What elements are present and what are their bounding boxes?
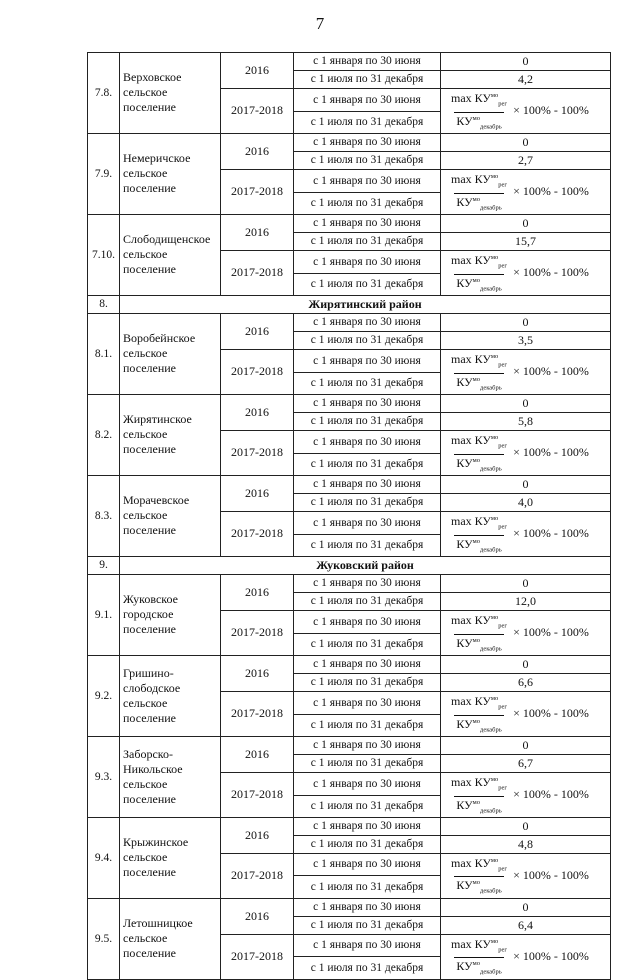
settlement-name-line: слободское — [123, 680, 181, 695]
settlement-name-line: сельское — [123, 508, 168, 523]
formula-fraction — [449, 431, 509, 475]
row-number: 8.3. — [88, 475, 120, 556]
settlement-name-line: поселение — [123, 262, 177, 277]
year-cell: 2017-2018 — [221, 350, 294, 395]
formula-denominator-sup: мо — [472, 960, 481, 968]
row-number: 9.1. — [88, 575, 120, 656]
formula-cell — [441, 935, 611, 980]
row-number: 8.2. — [88, 394, 120, 475]
formula-fraction — [449, 773, 509, 817]
formula-denominator-sup: мо — [472, 276, 481, 284]
settlement-name-line: сельское — [123, 776, 168, 791]
period-cell: с 1 января по 30 июня — [294, 475, 441, 493]
formula-denominator-sup: мо — [472, 537, 481, 545]
settlement-name — [120, 133, 221, 214]
formula-denominator-sup: мо — [472, 879, 481, 887]
formula-denominator — [454, 112, 503, 133]
period-cell: с 1 июля по 31 декабря — [294, 152, 441, 170]
formula-fraction — [449, 692, 509, 736]
settlement-name — [120, 314, 221, 395]
table-row — [88, 214, 611, 232]
formula — [441, 611, 610, 655]
formula — [441, 251, 610, 295]
formula-denominator-text: КУ — [456, 635, 473, 650]
period-cell: с 1 июля по 31 декабря — [294, 674, 441, 692]
period-cell: с 1 июля по 31 декабря — [294, 372, 441, 394]
formula-numerator — [449, 89, 509, 111]
formula-denominator-sub: декабрь — [480, 284, 502, 292]
formula-numerator-text: max КУ — [451, 775, 491, 790]
formula-numerator-sup: мо — [490, 776, 499, 784]
period-cell: с 1 июля по 31 декабря — [294, 876, 441, 898]
period-cell: с 1 января по 30 июня — [294, 655, 441, 673]
settlement-name-line: Крыжинское — [123, 835, 189, 850]
period-cell: с 1 июля по 31 декабря — [294, 795, 441, 817]
settlement-name-line: поселение — [123, 946, 177, 961]
formula-numerator-text: max КУ — [451, 856, 491, 871]
formula-tail: × 100% - 100% — [513, 625, 589, 640]
formula-denominator-text: КУ — [456, 959, 473, 974]
formula-fraction — [449, 512, 509, 556]
formula-numerator — [449, 170, 509, 192]
period-cell: с 1 июля по 31 декабря — [294, 836, 441, 854]
settlement-name-line: Воробейнское — [123, 331, 196, 346]
period-cell: с 1 января по 30 июня — [294, 394, 441, 412]
settlement-name-line: поселение — [123, 100, 177, 115]
period-cell: с 1 июля по 31 декабря — [294, 453, 441, 475]
formula-denominator-sup: мо — [472, 375, 481, 383]
district-row — [88, 295, 611, 313]
formula-denominator — [454, 876, 503, 897]
value-cell: 0 — [441, 53, 611, 71]
settlement-name-line: поселение — [123, 523, 177, 538]
value-cell: 0 — [441, 655, 611, 673]
settlement-name-line: сельское — [123, 850, 168, 865]
formula-numerator-sup: мо — [490, 254, 499, 262]
row-number: 9.5. — [88, 898, 120, 979]
formula — [441, 935, 610, 979]
formula-tail: × 100% - 100% — [513, 265, 589, 280]
year-cell: 2017-2018 — [221, 170, 294, 215]
period-cell: с 1 января по 30 июня — [294, 611, 441, 633]
settlement-name — [120, 655, 221, 736]
formula — [441, 89, 610, 133]
value-cell: 0 — [441, 575, 611, 593]
formula — [441, 512, 610, 556]
formula-denominator-sub: декабрь — [480, 968, 502, 976]
formula-cell — [441, 170, 611, 215]
year-cell: 2016 — [221, 314, 294, 350]
period-cell: с 1 января по 30 июня — [294, 512, 441, 534]
period-cell: с 1 января по 30 июня — [294, 314, 441, 332]
formula — [441, 692, 610, 736]
formula-numerator-text: max КУ — [451, 172, 491, 187]
year-cell: 2016 — [221, 214, 294, 250]
value-cell: 4,2 — [441, 71, 611, 89]
formula-cell — [441, 512, 611, 557]
formula-denominator-text: КУ — [456, 716, 473, 731]
formula-tail: × 100% - 100% — [513, 868, 589, 883]
tariff-table — [87, 52, 611, 980]
value-cell: 15,7 — [441, 233, 611, 251]
formula — [441, 773, 610, 817]
value-cell: 0 — [441, 394, 611, 412]
formula-tail: × 100% - 100% — [513, 184, 589, 199]
row-number: 9.3. — [88, 736, 120, 817]
formula-tail: × 100% - 100% — [513, 706, 589, 721]
row-number: 9.2. — [88, 655, 120, 736]
settlement-name-line: Заборско- — [123, 746, 173, 761]
formula-tail: × 100% - 100% — [513, 949, 589, 964]
formula-denominator — [454, 454, 503, 475]
formula-denominator-sub: декабрь — [480, 383, 502, 391]
formula-numerator — [449, 692, 509, 714]
settlement-name-line: городское — [123, 607, 174, 622]
year-cell: 2017-2018 — [221, 431, 294, 476]
period-cell: с 1 января по 30 июня — [294, 773, 441, 795]
formula-denominator-text: КУ — [456, 275, 473, 290]
period-cell: с 1 июля по 31 декабря — [294, 111, 441, 133]
period-cell: с 1 июля по 31 декабря — [294, 916, 441, 934]
value-cell: 5,8 — [441, 413, 611, 431]
period-cell: с 1 января по 30 июня — [294, 935, 441, 957]
formula-denominator — [454, 373, 503, 394]
formula-tail: × 100% - 100% — [513, 526, 589, 541]
period-cell: с 1 июля по 31 декабря — [294, 957, 441, 979]
period-cell: с 1 июля по 31 декабря — [294, 71, 441, 89]
year-cell: 2016 — [221, 898, 294, 934]
value-cell: 12,0 — [441, 593, 611, 611]
period-cell: с 1 января по 30 июня — [294, 854, 441, 876]
value-cell: 4,0 — [441, 494, 611, 512]
formula-denominator-text: КУ — [456, 536, 473, 551]
formula-numerator — [449, 251, 509, 273]
formula-numerator — [449, 512, 509, 534]
settlement-name — [120, 475, 221, 556]
value-cell: 6,6 — [441, 674, 611, 692]
settlement-name-line: Верховское — [123, 70, 182, 85]
period-cell: с 1 января по 30 июня — [294, 431, 441, 453]
value-cell: 6,4 — [441, 916, 611, 934]
year-cell: 2016 — [221, 475, 294, 511]
settlement-name-line: сельское — [123, 166, 168, 181]
settlement-name — [120, 898, 221, 979]
formula-numerator-sub: рег — [498, 946, 508, 954]
settlement-name-line: сельское — [123, 427, 168, 442]
formula-numerator-sup: мо — [490, 353, 499, 361]
period-cell: с 1 июля по 31 декабря — [294, 593, 441, 611]
formula-numerator-sub: рег — [498, 181, 508, 189]
formula-denominator — [454, 796, 503, 817]
formula-numerator-sup: мо — [490, 857, 499, 865]
period-cell: с 1 июля по 31 декабря — [294, 233, 441, 251]
formula-numerator-text: max КУ — [451, 433, 491, 448]
formula-fraction — [449, 170, 509, 214]
value-cell: 2,7 — [441, 152, 611, 170]
period-cell: с 1 января по 30 июня — [294, 89, 441, 111]
formula-fraction — [449, 350, 509, 394]
value-cell: 0 — [441, 214, 611, 232]
formula-denominator-sub: декабрь — [480, 644, 502, 652]
settlement-name-line: Гришино- — [123, 665, 174, 680]
settlement-name — [120, 736, 221, 817]
settlement-name-line: поселение — [123, 791, 177, 806]
table-row — [88, 575, 611, 593]
settlement-name-line: Летошницкое — [123, 916, 193, 931]
formula-numerator-text: max КУ — [451, 694, 491, 709]
period-cell: с 1 января по 30 июня — [294, 898, 441, 916]
formula-denominator-text: КУ — [456, 797, 473, 812]
period-cell: с 1 января по 30 июня — [294, 350, 441, 372]
period-cell: с 1 января по 30 июня — [294, 133, 441, 151]
district-title: Жирятинский район — [120, 295, 611, 313]
settlement-name-line: Никольское — [123, 761, 183, 776]
period-cell: с 1 июля по 31 декабря — [294, 534, 441, 556]
formula — [441, 350, 610, 394]
formula-denominator — [454, 634, 503, 655]
formula-numerator-sup: мо — [490, 695, 499, 703]
page-number: 7 — [315, 14, 325, 33]
formula-numerator-sup: мо — [490, 92, 499, 100]
formula-numerator-sub: рег — [498, 361, 508, 369]
period-cell: с 1 июля по 31 декабря — [294, 273, 441, 295]
formula-denominator — [454, 715, 503, 736]
formula-denominator-text: КУ — [456, 374, 473, 389]
table-row — [88, 736, 611, 754]
formula-fraction — [449, 251, 509, 295]
value-cell: 0 — [441, 817, 611, 835]
formula-fraction — [449, 935, 509, 979]
year-cell: 2017-2018 — [221, 854, 294, 899]
year-cell: 2017-2018 — [221, 935, 294, 980]
formula-cell — [441, 692, 611, 737]
value-cell: 0 — [441, 133, 611, 151]
settlement-name-line: сельское — [123, 247, 168, 262]
table-row — [88, 655, 611, 673]
period-cell: с 1 января по 30 июня — [294, 817, 441, 835]
formula-denominator-sub: декабрь — [480, 806, 502, 814]
formula-tail: × 100% - 100% — [513, 364, 589, 379]
formula-numerator-sub: рег — [498, 262, 508, 270]
settlement-name-line: поселение — [123, 865, 177, 880]
formula-denominator-sub: декабрь — [480, 887, 502, 895]
formula-denominator-sup: мо — [472, 456, 481, 464]
formula-denominator — [454, 957, 503, 978]
year-cell: 2016 — [221, 736, 294, 772]
formula-denominator-sup: мо — [472, 798, 481, 806]
period-cell: с 1 июля по 31 декабря — [294, 755, 441, 773]
settlement-name-line: Морачевское — [123, 493, 190, 508]
row-number: 7.10. — [88, 214, 120, 295]
formula-denominator-sup: мо — [472, 636, 481, 644]
row-number: 7.8. — [88, 53, 120, 134]
formula-numerator — [449, 431, 509, 453]
period-cell: с 1 июля по 31 декабря — [294, 413, 441, 431]
settlement-name — [120, 214, 221, 295]
value-cell: 3,5 — [441, 332, 611, 350]
settlement-name — [120, 394, 221, 475]
table-row — [88, 314, 611, 332]
formula-numerator-text: max КУ — [451, 613, 491, 628]
period-cell: с 1 июля по 31 декабря — [294, 192, 441, 214]
formula-denominator-text: КУ — [456, 455, 473, 470]
row-number: 8.1. — [88, 314, 120, 395]
formula-tail: × 100% - 100% — [513, 445, 589, 460]
period-cell: с 1 января по 30 июня — [294, 692, 441, 714]
formula-denominator-sub: декабрь — [480, 122, 502, 130]
period-cell: с 1 января по 30 июня — [294, 575, 441, 593]
settlement-name-line: поселение — [123, 181, 177, 196]
settlement-name-line: сельское — [123, 695, 168, 710]
formula-numerator — [449, 854, 509, 876]
formula-cell — [441, 431, 611, 476]
settlement-name-line: Немеричское — [123, 151, 191, 166]
formula-denominator-text: КУ — [456, 878, 473, 893]
year-cell: 2016 — [221, 394, 294, 430]
table-row — [88, 53, 611, 71]
formula-tail: × 100% - 100% — [513, 103, 589, 118]
year-cell: 2017-2018 — [221, 89, 294, 134]
formula-denominator-text: КУ — [456, 113, 473, 128]
year-cell: 2017-2018 — [221, 512, 294, 557]
year-cell: 2017-2018 — [221, 611, 294, 656]
formula-numerator-sub: рег — [498, 703, 508, 711]
formula-numerator-sup: мо — [490, 515, 499, 523]
settlement-name — [120, 817, 221, 898]
formula — [441, 854, 610, 898]
settlement-name-line: Жуковское — [123, 592, 179, 607]
period-cell: с 1 января по 30 июня — [294, 736, 441, 754]
formula-denominator — [454, 535, 503, 556]
table-row — [88, 133, 611, 151]
formula-numerator-sub: рег — [498, 100, 508, 108]
value-cell: 0 — [441, 475, 611, 493]
formula-numerator-sub: рег — [498, 865, 508, 873]
year-cell: 2017-2018 — [221, 251, 294, 296]
period-cell: с 1 июля по 31 декабря — [294, 633, 441, 655]
formula — [441, 170, 610, 214]
year-cell: 2016 — [221, 817, 294, 853]
value-cell: 6,7 — [441, 755, 611, 773]
formula — [441, 431, 610, 475]
year-cell: 2016 — [221, 53, 294, 89]
settlement-name-line: Жирятинское — [123, 412, 192, 427]
formula-numerator-sup: мо — [490, 938, 499, 946]
formula-numerator — [449, 611, 509, 633]
period-cell: с 1 января по 30 июня — [294, 170, 441, 192]
formula-fraction — [449, 89, 509, 133]
formula-cell — [441, 350, 611, 395]
formula-numerator-text: max КУ — [451, 253, 491, 268]
district-number: 8. — [88, 295, 120, 313]
formula-numerator — [449, 350, 509, 372]
value-cell: 0 — [441, 898, 611, 916]
formula-numerator-sup: мо — [490, 434, 499, 442]
year-cell: 2016 — [221, 575, 294, 611]
formula-tail: × 100% - 100% — [513, 787, 589, 802]
formula-numerator-sup: мо — [490, 173, 499, 181]
formula-numerator-sub: рег — [498, 784, 508, 792]
formula-denominator-sub: декабрь — [480, 464, 502, 472]
value-cell: 0 — [441, 314, 611, 332]
period-cell: с 1 июля по 31 декабря — [294, 332, 441, 350]
formula-denominator-sup: мо — [472, 195, 481, 203]
formula-cell — [441, 251, 611, 296]
formula-cell — [441, 611, 611, 656]
formula-numerator-sup: мо — [490, 614, 499, 622]
formula-denominator-text: КУ — [456, 194, 473, 209]
formula-cell — [441, 854, 611, 899]
tariff-table-body — [88, 53, 611, 980]
formula-numerator-sub: рег — [498, 622, 508, 630]
formula-fraction — [449, 611, 509, 655]
year-cell: 2017-2018 — [221, 692, 294, 737]
settlement-name-line: поселение — [123, 622, 177, 637]
settlement-name — [120, 53, 221, 134]
row-number: 7.9. — [88, 133, 120, 214]
formula-denominator-sub: декабрь — [480, 725, 502, 733]
formula-numerator — [449, 935, 509, 957]
formula-numerator — [449, 773, 509, 795]
formula-numerator-text: max КУ — [451, 352, 491, 367]
year-cell: 2017-2018 — [221, 773, 294, 818]
settlement-name-line: Слободищенское — [123, 232, 211, 247]
settlement-name-line: сельское — [123, 85, 168, 100]
value-cell: 4,8 — [441, 836, 611, 854]
settlement-name-line: сельское — [123, 931, 168, 946]
settlement-name-line: поселение — [123, 442, 177, 457]
period-cell: с 1 июля по 31 декабря — [294, 714, 441, 736]
formula-numerator-sub: рег — [498, 523, 508, 531]
district-title: Жуковский район — [120, 556, 611, 574]
table-row — [88, 394, 611, 412]
formula-denominator-sub: декабрь — [480, 545, 502, 553]
year-cell: 2016 — [221, 655, 294, 691]
district-row — [88, 556, 611, 574]
table-row — [88, 898, 611, 916]
formula-cell — [441, 89, 611, 134]
row-number: 9.4. — [88, 817, 120, 898]
period-cell: с 1 января по 30 июня — [294, 214, 441, 232]
settlement-name-line: сельское — [123, 346, 168, 361]
formula-numerator-text: max КУ — [451, 91, 491, 106]
period-cell: с 1 января по 30 июня — [294, 53, 441, 71]
table-row — [88, 817, 611, 835]
formula-denominator-sup: мо — [472, 717, 481, 725]
formula-denominator-sup: мо — [472, 114, 481, 122]
period-cell: с 1 июля по 31 декабря — [294, 494, 441, 512]
district-number: 9. — [88, 556, 120, 574]
formula-numerator-text: max КУ — [451, 514, 491, 529]
settlement-name-line: поселение — [123, 710, 177, 725]
year-cell: 2016 — [221, 133, 294, 169]
formula-cell — [441, 773, 611, 818]
table-row — [88, 475, 611, 493]
period-cell: с 1 января по 30 июня — [294, 251, 441, 273]
value-cell: 0 — [441, 736, 611, 754]
formula-denominator-sub: декабрь — [480, 203, 502, 211]
formula-denominator — [454, 274, 503, 295]
formula-denominator — [454, 193, 503, 214]
formula-fraction — [449, 854, 509, 898]
formula-numerator-text: max КУ — [451, 937, 491, 952]
settlement-name-line: поселение — [123, 361, 177, 376]
formula-numerator-sub: рег — [498, 442, 508, 450]
settlement-name — [120, 575, 221, 656]
